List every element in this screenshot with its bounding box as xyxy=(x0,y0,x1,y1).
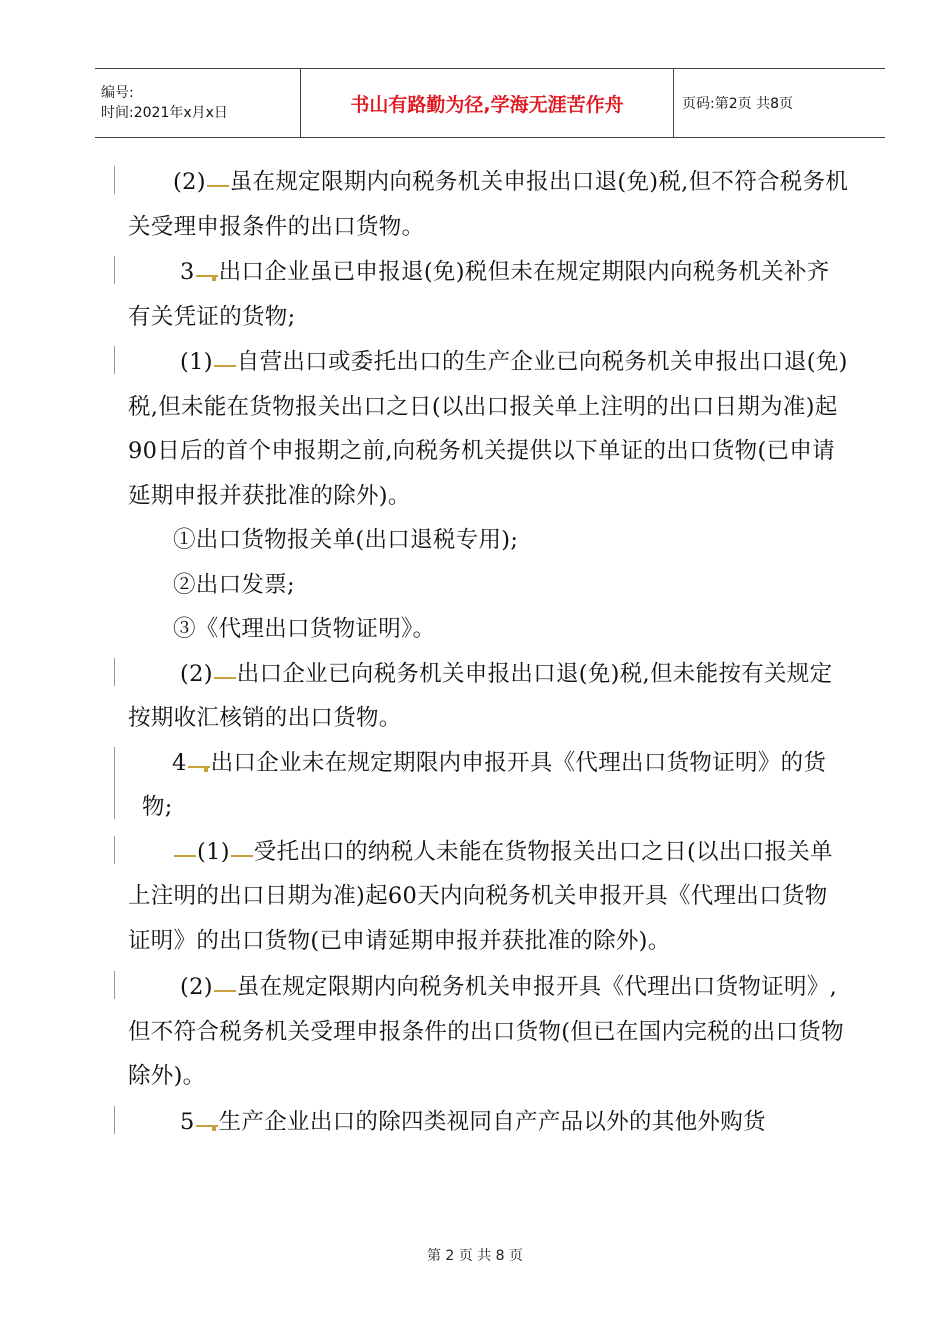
paragraph-prefix: (2) xyxy=(173,169,206,195)
revision-mark-icon xyxy=(196,265,218,277)
paragraph-text: 虽在规定限期内向税务机关申报开具《代理出口货物证明》,但不符合税务机关受理申报条件的出口货物(但已在国内完税的出口货物除外)。 xyxy=(128,974,844,1089)
paragraph-prefix: (1) xyxy=(180,349,213,375)
revision-mark-icon xyxy=(231,845,253,857)
revision-mark-icon xyxy=(214,667,236,679)
revision-mark-icon xyxy=(196,1115,218,1127)
revision-mark-icon xyxy=(174,845,196,857)
paragraph xyxy=(128,652,850,741)
paragraph-text: 虽在规定限期内向税务机关申报出口退(免)税,但不符合税务机关受理申报条件的出口货物。 xyxy=(128,169,849,240)
paragraph xyxy=(128,340,850,518)
paragraph-text: 生产企业出口的除四类视同自产产品以外的其他外购货 xyxy=(218,1108,766,1135)
paragraph-text: 自营出口或委托出口的生产企业已向税务机关申报出口退(免)税,但未能在货物报关出口之日(以出口报关单上注明的出口日期为准)起90日后的首个申报期之前,向税务机关提供以下单证的出口货物(已申请延期申报并获批准的除外)。 xyxy=(128,349,848,509)
paragraph xyxy=(128,830,850,964)
paragraph-prefix: 4 xyxy=(172,749,187,776)
header-motto xyxy=(301,69,674,137)
paragraph xyxy=(128,518,850,563)
revision-mark-icon xyxy=(207,175,229,187)
paragraph xyxy=(128,965,850,1099)
footer-page-number: 第 2 页 共 8 页 xyxy=(426,1248,524,1264)
number-label: 编号: xyxy=(101,85,134,101)
paragraph xyxy=(128,160,850,249)
paragraph-text: ③《代理出口货物证明》。 xyxy=(173,616,436,642)
paragraph-prefix: (2) xyxy=(180,974,213,1000)
paragraph-text: 出口企业已向税务机关申报出口退(免)税,但未能按有关规定按期收汇核销的出口货物。 xyxy=(128,660,833,731)
time-label: 时间:2021年x月x日 xyxy=(101,105,228,121)
paragraph-prefix: 5 xyxy=(180,1108,195,1135)
paragraph xyxy=(128,563,850,608)
revision-mark-icon xyxy=(214,980,236,992)
revision-mark-icon xyxy=(188,756,210,768)
motto-text: 书山有路勤为径,学海无涯苦作舟 xyxy=(350,93,624,116)
paragraph xyxy=(128,1100,850,1145)
revision-mark-icon xyxy=(214,355,236,367)
paragraph-prefix: (1) xyxy=(197,838,230,865)
document-body xyxy=(128,160,850,1144)
header-info xyxy=(95,69,301,137)
paragraph xyxy=(128,250,850,339)
page-label: 页码:第2页 共8页 xyxy=(682,96,793,112)
page-footer xyxy=(0,1245,950,1265)
paragraph-text: ①出口货物报关单(出口退税专用); xyxy=(173,527,519,553)
paragraph-text: ②出口发票; xyxy=(173,571,295,598)
paragraph-prefix: 3 xyxy=(180,259,195,285)
paragraph-text: 出口企业未在规定期限内申报开具《代理出口货物证明》的货物; xyxy=(142,749,827,820)
paragraph-prefix: (2) xyxy=(180,660,213,687)
paragraph xyxy=(128,607,850,652)
paragraph-text: 受托出口的纳税人未能在货物报关出口之日(以出口报关单上注明的出口日期为准)起60天内向税务机关申报开具《代理出口货物证明》的出口货物(已申请延期申报并获批准的除外)。 xyxy=(128,838,833,954)
page-header xyxy=(95,68,885,138)
header-page-info xyxy=(674,69,885,137)
paragraph-text: 出口企业虽已申报退(免)税但未在规定期限内向税务机关补齐有关凭证的货物; xyxy=(128,259,830,330)
paragraph xyxy=(128,741,850,830)
